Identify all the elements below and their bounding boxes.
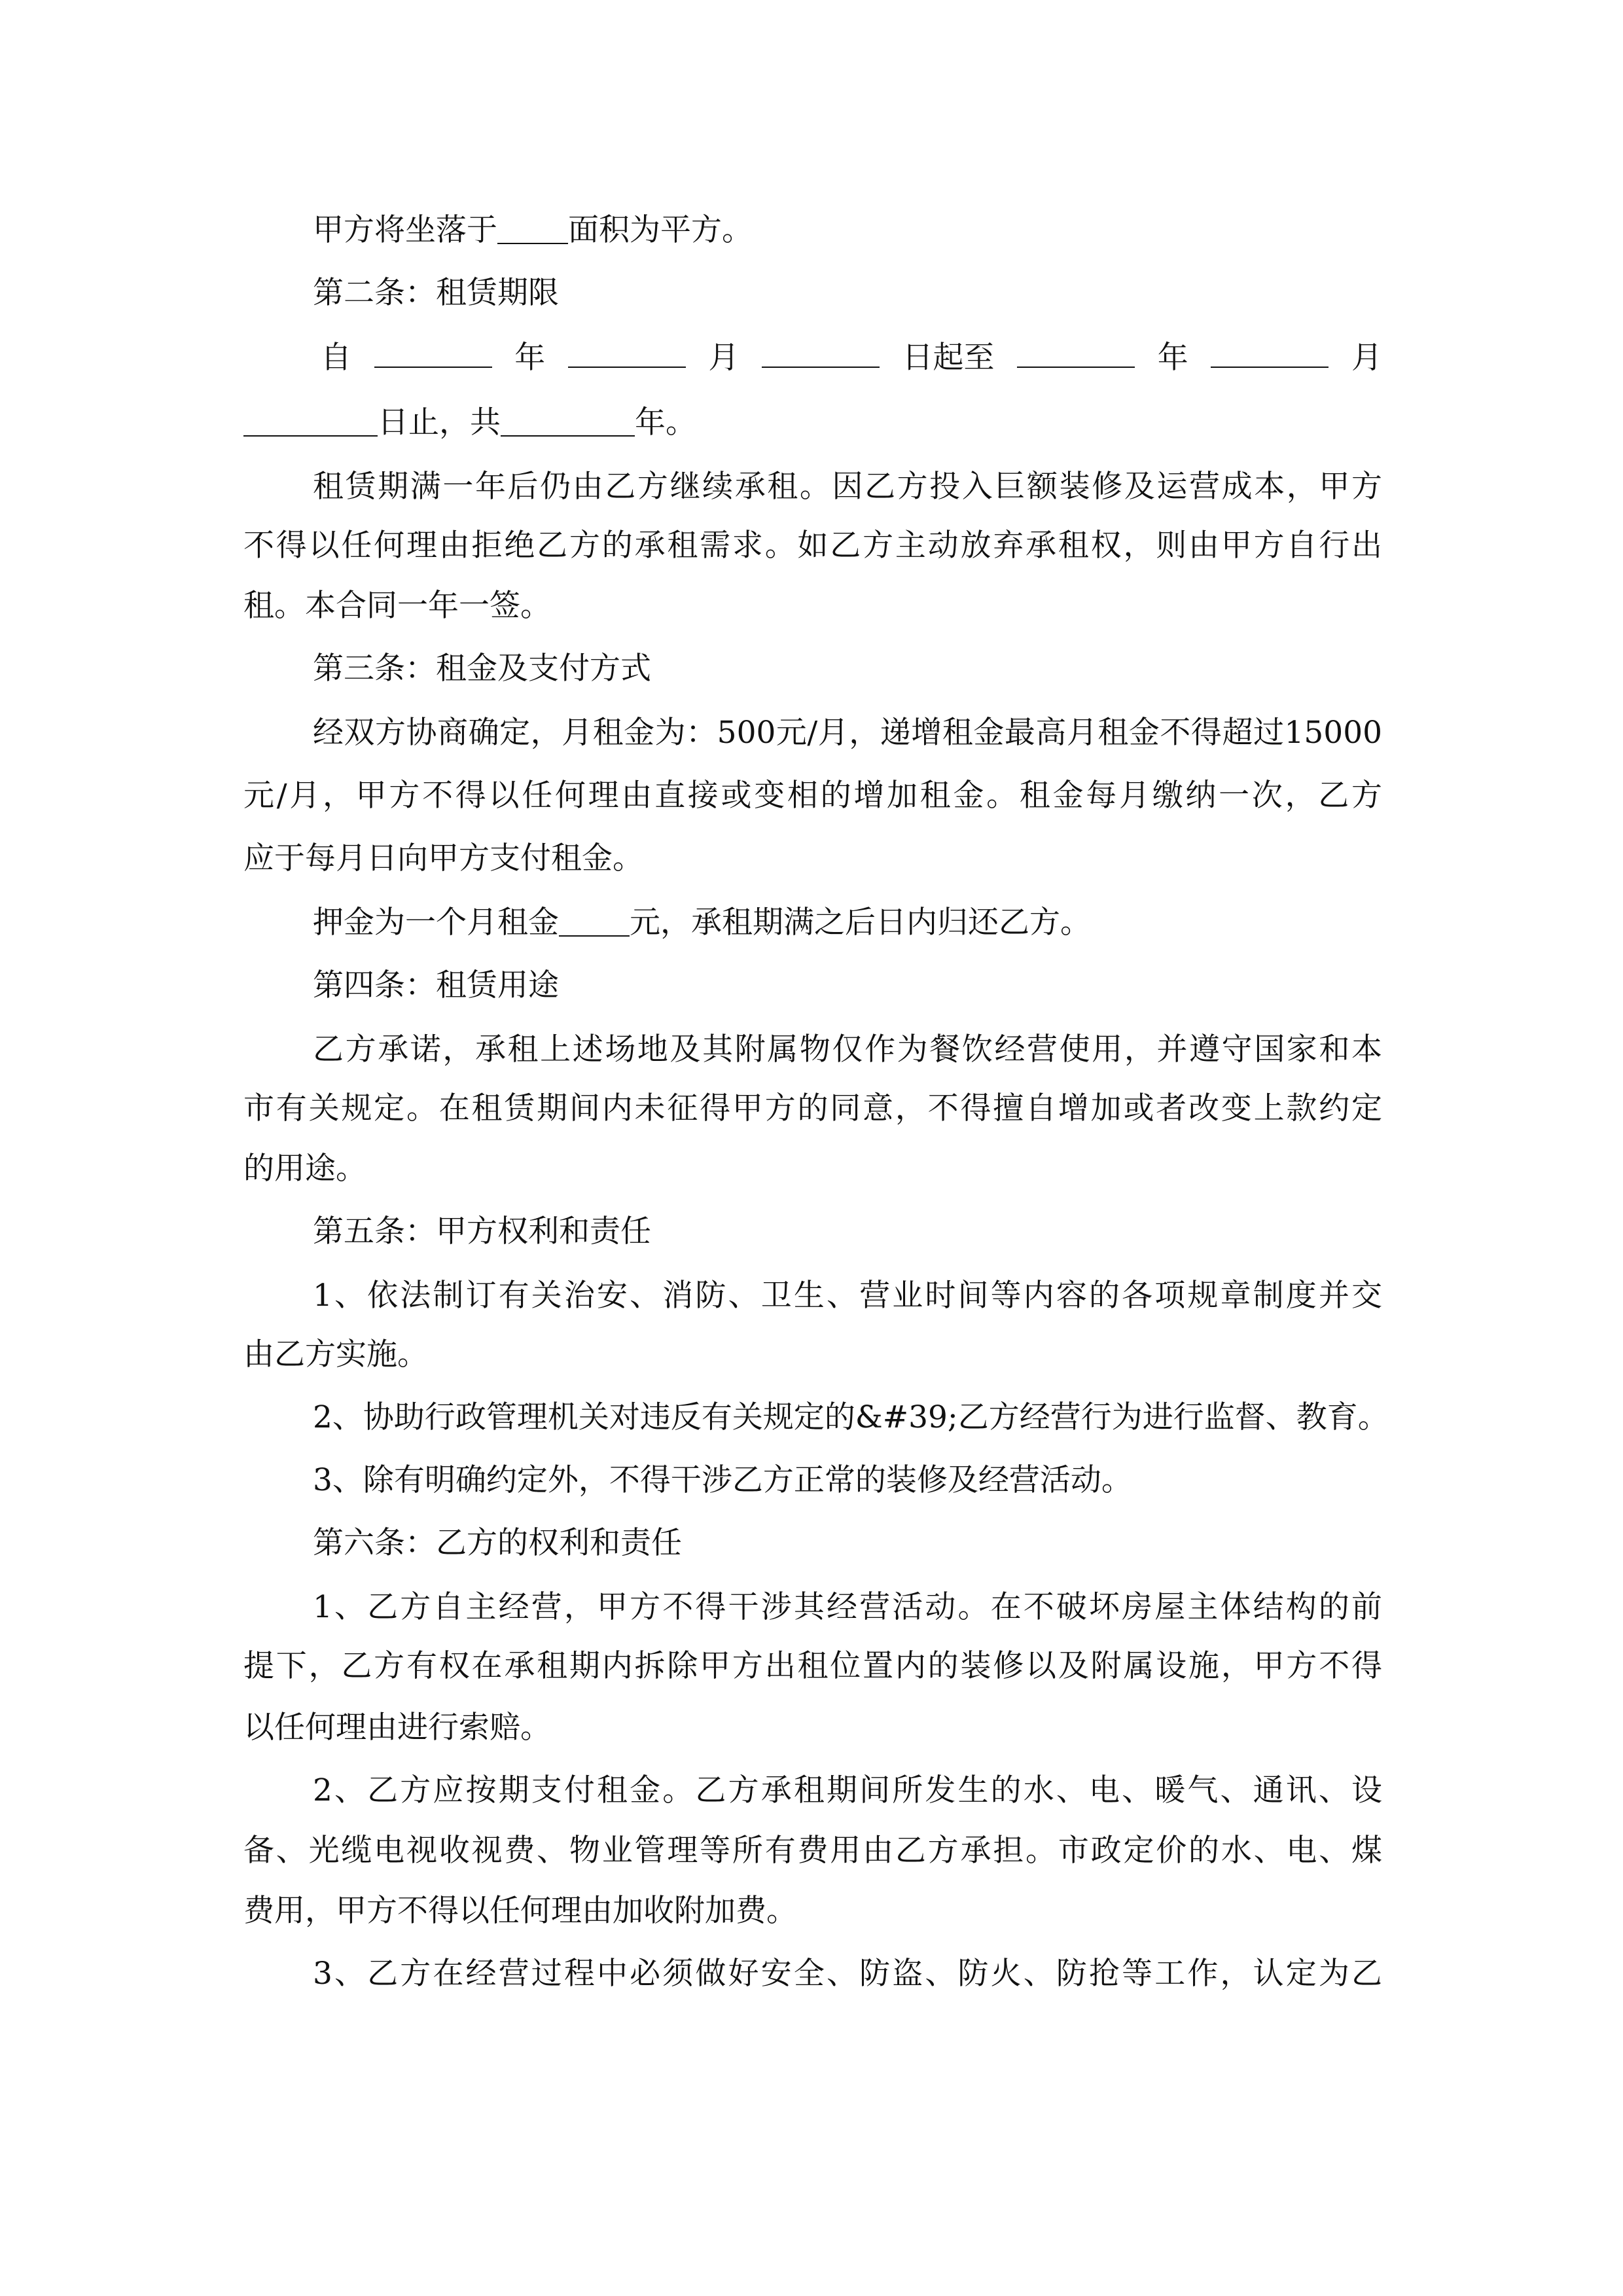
paragraph-deposit <box>313 903 1382 942</box>
text-years: 年。 <box>635 404 696 440</box>
paragraph-line: 2、乙方应按期支付租金。乙方承租期间所发生的水、电、暖气、通讯、设 <box>313 1772 1382 1808</box>
paragraph-line: 1、乙方自主经营，甲方不得干涉其经营活动。在不破坏房屋主体结构的前 <box>313 1589 1382 1625</box>
text-day-total: 日止，共 <box>378 404 501 440</box>
paragraph-line: 2、协助行政管理机关对违反有关规定的&#39;乙方经营行为进行监督、教育。 <box>313 1399 1389 1435</box>
blank-end-year <box>1017 338 1135 368</box>
paragraph-line: 费用，甲方不得以任何理由加收附加费。 <box>243 1893 797 1929</box>
text-year-2: 年 <box>1157 340 1188 376</box>
text-deposit-suffix: 元，承租期满之后日内归还乙方。 <box>630 905 1091 941</box>
text-deposit-prefix: 押金为一个月租金 <box>313 905 559 941</box>
heading-article-4: 第四条：租赁用途 <box>313 967 559 1003</box>
paragraph-line: 不得以任何理由拒绝乙方的承租需求。如乙方主动放弃承租权，则由甲方自行出 <box>243 528 1382 564</box>
blank-location <box>497 214 568 244</box>
lease-period-line-2 <box>243 403 1382 442</box>
paragraph-line: 以任何理由进行索赔。 <box>243 1710 551 1746</box>
paragraph-location <box>313 211 1382 250</box>
heading-article-3: 第三条：租金及支付方式 <box>313 651 651 687</box>
heading-article-6: 第六条：乙方的权利和责任 <box>313 1525 682 1561</box>
text-from: 自 <box>321 340 351 376</box>
blank-start-day <box>762 338 880 368</box>
blank-start-year <box>374 338 492 368</box>
paragraph-line: 的用途。 <box>243 1151 366 1187</box>
paragraph-line: 应于每月日向甲方支付租金。 <box>243 840 643 876</box>
blank-end-month <box>1211 338 1329 368</box>
text-location-prefix: 甲方将坐落于 <box>313 212 497 248</box>
heading-article-5: 第五条：甲方权利和责任 <box>313 1213 651 1249</box>
paragraph-line: 3、除有明确约定外，不得干涉乙方正常的装修及经营活动。 <box>313 1462 1132 1498</box>
paragraph-line: 备、光缆电视收视费、物业管理等所有费用由乙方承担。市政定价的水、电、煤 <box>243 1833 1382 1869</box>
paragraph-line: 乙方承诺，承租上述场地及其附属物仅作为餐饮经营使用，并遵守国家和本 <box>313 1031 1382 1067</box>
blank-start-month <box>568 338 686 368</box>
paragraph-line: 租。本合同一年一签。 <box>243 588 551 624</box>
text-month-2: 月 <box>1351 340 1382 376</box>
paragraph-line: 提下，乙方有权在承租期内拆除甲方出租位置内的装修以及附属设施，甲方不得 <box>243 1648 1382 1684</box>
blank-deposit <box>559 906 630 937</box>
blank-total-years <box>501 406 635 437</box>
heading-article-2: 第二条：租赁期限 <box>313 275 559 311</box>
text-month-1: 月 <box>708 340 740 376</box>
paragraph-line: 由乙方实施。 <box>243 1336 428 1372</box>
paragraph-line: 经双方协商确定，月租金为：500元/月，递增租金最高月租金不得超过15000 <box>313 715 1382 751</box>
text-day-to: 日起至 <box>902 340 995 376</box>
paragraph-line: 3、乙方在经营过程中必须做好安全、防盗、防火、防抢等工作，认定为乙 <box>313 1956 1382 1992</box>
text-year-1: 年 <box>514 340 546 376</box>
paragraph-line: 租赁期满一年后仍由乙方继续承租。因乙方投入巨额装修及运营成本，甲方 <box>313 469 1382 505</box>
paragraph-line: 1、依法制订有关治安、消防、卫生、营业时间等内容的各项规章制度并交 <box>313 1278 1382 1314</box>
paragraph-line: 元/月，甲方不得以任何理由直接或变相的增加租金。租金每月缴纳一次，乙方 <box>243 778 1382 814</box>
lease-period-line <box>321 338 1382 378</box>
blank-end-day <box>243 406 378 437</box>
text-area-suffix: 面积为平方。 <box>568 212 753 248</box>
paragraph-line: 市有关规定。在租赁期间内未征得甲方的同意，不得擅自增加或者改变上款约定 <box>243 1090 1382 1126</box>
